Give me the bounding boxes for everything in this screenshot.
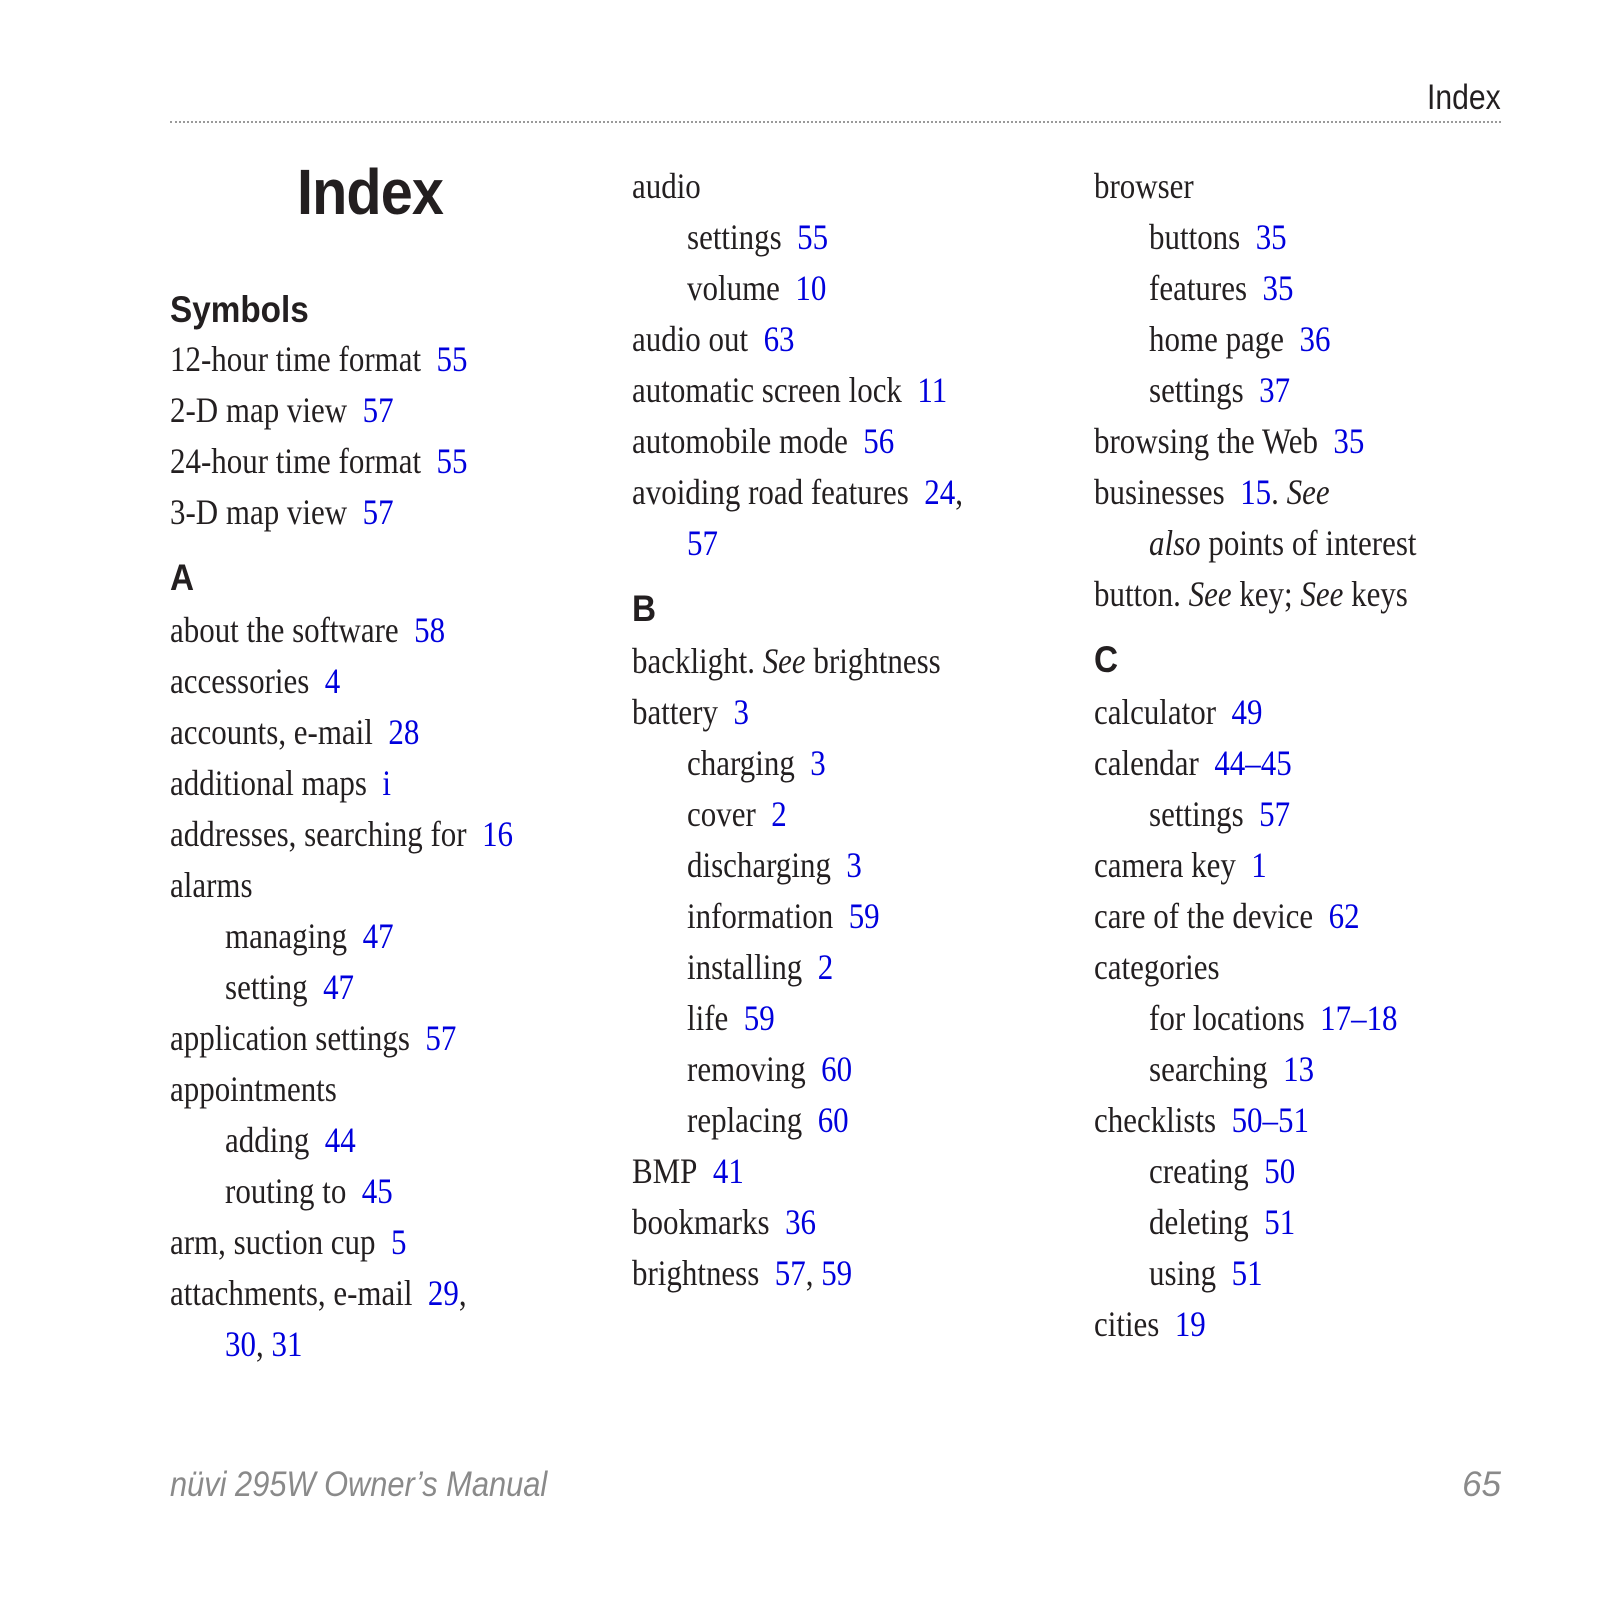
index-term: features: [1149, 268, 1248, 308]
page-link[interactable]: 10: [795, 268, 827, 308]
index-term: settings: [687, 217, 782, 257]
index-term: volume: [687, 268, 780, 308]
page-link[interactable]: 3: [733, 692, 749, 732]
index-column-3: [1094, 161, 1514, 1350]
index-subentry: [632, 993, 1010, 1044]
page-link[interactable]: 31: [271, 1324, 303, 1364]
page-link[interactable]: 57: [1259, 794, 1291, 834]
index-entry: [1094, 687, 1455, 738]
index-subentry: [632, 942, 1010, 993]
index-term: avoiding road features: [632, 472, 909, 512]
page-link[interactable]: 57: [687, 523, 718, 563]
index-entry: [170, 860, 548, 911]
footer-page-number: 65: [1462, 1465, 1501, 1504]
index-entry: [1094, 1299, 1455, 1350]
page-link[interactable]: 35: [1255, 217, 1287, 257]
index-subentry: [170, 911, 548, 962]
index-subentry: [1094, 365, 1455, 416]
page-link[interactable]: 49: [1231, 692, 1263, 732]
index-subentry: [1094, 1044, 1455, 1095]
index-term: 2-D map view: [170, 390, 348, 430]
index-term: alarms: [170, 865, 253, 905]
index-entry: [170, 758, 548, 809]
page-link[interactable]: 11: [917, 370, 948, 410]
index-term: application settings: [170, 1018, 410, 1058]
index-term: information: [687, 896, 834, 936]
index-term: additional maps: [170, 763, 367, 803]
index-entry: [170, 809, 548, 860]
page-link[interactable]: 45: [361, 1171, 393, 1211]
index-term: addresses, searching for: [170, 814, 467, 854]
page-link[interactable]: 59: [743, 998, 775, 1038]
index-term: adding: [225, 1120, 310, 1160]
index-term: audio: [632, 166, 701, 206]
page-link[interactable]: 2: [771, 794, 787, 834]
see-target: key;: [1239, 574, 1293, 614]
page-link[interactable]: 57: [362, 492, 394, 532]
page-link[interactable]: 59: [848, 896, 880, 936]
index-term: points of interest: [1208, 523, 1417, 563]
see-label: See: [762, 641, 806, 681]
index-entry: attachments, e-mail 29,: [170, 1273, 467, 1313]
index-term: checklists: [1094, 1100, 1217, 1140]
index-entry: [1094, 840, 1455, 891]
index-term: battery: [632, 692, 718, 732]
index-term: settings: [1149, 370, 1244, 410]
index-term: categories: [1094, 947, 1220, 987]
index-term: creating: [1149, 1151, 1249, 1191]
section-heading: C: [1094, 639, 1119, 680]
index-subentry: [1094, 314, 1455, 365]
index-entry: [1094, 161, 1455, 212]
index-entry: [170, 1217, 548, 1268]
page-link[interactable]: 36: [1299, 319, 1331, 359]
index-subentry: [632, 1044, 1010, 1095]
page-link[interactable]: 4: [324, 661, 341, 701]
index-subentry: [170, 1115, 548, 1166]
index-column-1: [170, 289, 610, 1370]
index-entry: 30, 31: [225, 1324, 303, 1364]
index-term: audio out: [632, 319, 749, 359]
index-term: automobile mode: [632, 421, 848, 461]
index-term: managing: [225, 916, 348, 956]
see-also-label: also: [1149, 523, 1201, 563]
section-heading: Symbols: [170, 289, 309, 330]
index-subentry: [1094, 789, 1455, 840]
index-term: cover: [687, 794, 756, 834]
see-label: See: [1188, 574, 1232, 614]
index-term: settings: [1149, 794, 1244, 834]
index-entry: [632, 314, 1010, 365]
page-link[interactable]: 41: [712, 1151, 744, 1191]
page-link[interactable]: 44: [324, 1120, 356, 1160]
page-link[interactable]: 58: [414, 610, 446, 650]
index-term: backlight.: [632, 641, 755, 681]
index-term: charging: [687, 743, 795, 783]
page-link[interactable]: 24: [924, 472, 956, 512]
index-entry: [170, 707, 548, 758]
index-subentry: [632, 738, 1010, 789]
page-link[interactable]: 62: [1328, 896, 1360, 936]
index-subentry: [1094, 1248, 1455, 1299]
index-subentry: [632, 840, 1010, 891]
index-entry: [170, 385, 548, 436]
index-entry: avoiding road features 24,: [632, 472, 963, 512]
index-entry: [632, 365, 1010, 416]
index-entry: brightness 57, 59: [632, 1253, 853, 1293]
index-term: 12-hour time format: [170, 339, 422, 379]
index-entry: [632, 636, 1010, 687]
page-link[interactable]: 2: [817, 947, 834, 987]
page-link[interactable]: 29: [427, 1273, 459, 1313]
page-link[interactable]: 1: [1251, 845, 1267, 885]
index-term: life: [687, 998, 729, 1038]
index-term: using: [1149, 1253, 1217, 1293]
index-term: businesses: [1094, 472, 1225, 512]
page-link[interactable]: 51: [1231, 1253, 1263, 1293]
page-title: Index: [297, 156, 443, 228]
page-link[interactable]: 36: [785, 1202, 817, 1242]
page-link[interactable]: 35: [1333, 421, 1365, 461]
index-term: automatic screen lock: [632, 370, 902, 410]
index-term: 24-hour time format: [170, 441, 422, 481]
index-subentry: [632, 212, 1010, 263]
page-link[interactable]: 55: [436, 339, 468, 379]
index-entry: [632, 161, 1010, 212]
index-entry: [170, 487, 548, 538]
index-entry: [170, 436, 548, 487]
index-term: button.: [1094, 574, 1181, 614]
index-term: replacing: [687, 1100, 803, 1140]
header-rule: [170, 121, 1501, 123]
page-link[interactable]: 47: [323, 967, 355, 1007]
index-term: installing: [687, 947, 803, 987]
index-term: cities: [1094, 1304, 1160, 1344]
index-subentry: [1094, 1146, 1455, 1197]
page-link[interactable]: 44–45: [1214, 743, 1292, 783]
running-head: Index: [1427, 78, 1501, 117]
index-subentry: [1094, 1197, 1455, 1248]
page-link[interactable]: 3: [846, 845, 862, 885]
index-entry: [1094, 569, 1455, 620]
index-term: browser: [1094, 166, 1194, 206]
page-link[interactable]: 59: [821, 1253, 853, 1293]
see-target: keys: [1351, 574, 1408, 614]
index-term: deleting: [1149, 1202, 1249, 1242]
page-link[interactable]: 50–51: [1231, 1100, 1309, 1140]
index-entry: [1094, 518, 1455, 569]
index-entry: [170, 334, 548, 385]
page-link[interactable]: 5: [390, 1222, 407, 1262]
index-entry: [632, 416, 1010, 467]
index-entry: [170, 605, 548, 656]
page-link[interactable]: 16: [482, 814, 514, 854]
index-entry: [170, 1064, 548, 1115]
index-term: setting: [225, 967, 308, 1007]
page-link[interactable]: 57: [425, 1018, 457, 1058]
index-term: accessories: [170, 661, 310, 701]
index-term: discharging: [687, 845, 831, 885]
index-term: appointments: [170, 1069, 337, 1109]
index-entry: [1094, 738, 1455, 789]
index-term: accounts, e-mail: [170, 712, 373, 752]
index-column-2: [632, 161, 1072, 1299]
index-subentry: [632, 1095, 1010, 1146]
index-subentry: [632, 263, 1010, 314]
index-subentry: [1094, 263, 1455, 314]
index-entry: [632, 687, 1010, 738]
index-term: camera key: [1094, 845, 1236, 885]
index-term: searching: [1149, 1049, 1268, 1089]
page-link[interactable]: 30: [225, 1324, 256, 1364]
index-entry: [170, 1013, 548, 1064]
page-link[interactable]: i: [382, 763, 392, 803]
page-link[interactable]: 19: [1174, 1304, 1206, 1344]
index-term: BMP: [632, 1151, 698, 1191]
index-subentry: [170, 1166, 548, 1217]
index-entry: [1094, 1095, 1455, 1146]
index-subentry: [1094, 212, 1455, 263]
see-target: brightness: [813, 641, 941, 681]
index-entry: [632, 518, 1010, 569]
section-heading: B: [632, 588, 657, 629]
page-link[interactable]: 63: [763, 319, 795, 359]
index-term: for locations: [1149, 998, 1305, 1038]
index-term: browsing the Web: [1094, 421, 1318, 461]
page-link[interactable]: 17–18: [1320, 998, 1398, 1038]
index-subentry: [632, 789, 1010, 840]
page-link[interactable]: 60: [817, 1100, 849, 1140]
index-term: about the software: [170, 610, 399, 650]
page-link[interactable]: 55: [436, 441, 468, 481]
index-term: brightness: [632, 1253, 760, 1293]
page-link[interactable]: 57: [362, 390, 394, 430]
page-link[interactable]: 50: [1264, 1151, 1296, 1191]
page-link[interactable]: 51: [1264, 1202, 1296, 1242]
page-link[interactable]: 47: [362, 916, 394, 956]
footer-manual-title: nüvi 295W Owner’s Manual: [170, 1465, 548, 1504]
index-subentry: [632, 891, 1010, 942]
index-entry: [632, 1146, 1010, 1197]
index-subentry: [1094, 993, 1455, 1044]
index-term: routing to: [225, 1171, 347, 1211]
page-link[interactable]: 35: [1262, 268, 1294, 308]
page-link[interactable]: 3: [810, 743, 826, 783]
index-term: arm, suction cup: [170, 1222, 376, 1262]
index-term: attachments, e-mail: [170, 1273, 413, 1313]
see-label: See: [1300, 574, 1344, 614]
index-entry: [1094, 942, 1455, 993]
index-term: calculator: [1094, 692, 1217, 732]
page-link[interactable]: 60: [821, 1049, 853, 1089]
index-term: 3-D map view: [170, 492, 348, 532]
page-link[interactable]: 56: [863, 421, 895, 461]
page-link[interactable]: 37: [1259, 370, 1291, 410]
index-term: care of the device: [1094, 896, 1314, 936]
index-term: bookmarks: [632, 1202, 770, 1242]
page-link[interactable]: 15: [1240, 472, 1272, 512]
index-term: removing: [687, 1049, 806, 1089]
section-heading: A: [170, 557, 195, 598]
index-term: home page: [1149, 319, 1285, 359]
page-link[interactable]: 13: [1283, 1049, 1315, 1089]
index-entry: businesses 15. See: [1094, 472, 1330, 512]
page-link[interactable]: 55: [797, 217, 829, 257]
index-term: calendar: [1094, 743, 1199, 783]
page-link[interactable]: 57: [774, 1253, 806, 1293]
see-label: See: [1286, 472, 1330, 512]
page-link[interactable]: 28: [388, 712, 420, 752]
index-entry: [632, 1197, 1010, 1248]
index-entry: [1094, 891, 1455, 942]
index-entry: [1094, 416, 1455, 467]
index-subentry: [170, 962, 548, 1013]
index-entry: [170, 656, 548, 707]
index-term: buttons: [1149, 217, 1241, 257]
